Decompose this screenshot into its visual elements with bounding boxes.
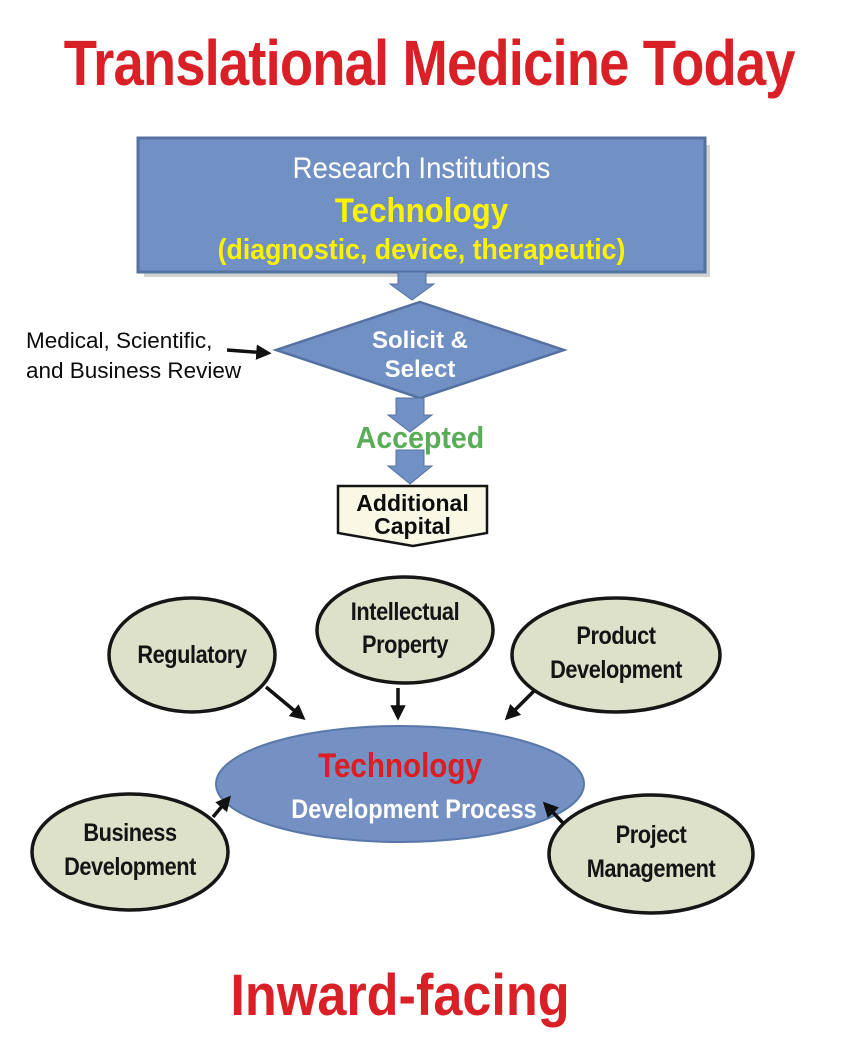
capital-banner-line2: Capital bbox=[374, 513, 451, 539]
ellipse-business-development bbox=[32, 794, 228, 910]
arrow-business-development-to-center bbox=[213, 799, 228, 817]
ellipse-product-development bbox=[512, 598, 720, 712]
decision-diamond-line1: Solicit & bbox=[371, 327, 468, 354]
slide-caption: Inward-facing bbox=[230, 963, 570, 1028]
central-ellipse-line1: Technology bbox=[318, 747, 482, 785]
label-product-development-line2: Development bbox=[550, 656, 682, 684]
review-note-line2: and Business Review bbox=[26, 358, 242, 383]
research-box-line3: (diagnostic, device, therapeutic) bbox=[217, 234, 626, 266]
label-intellectual-property-line2: Property bbox=[362, 631, 448, 659]
review-note-line1: Medical, Scientific, bbox=[26, 328, 213, 353]
label-project-management-line1: Project bbox=[615, 821, 687, 849]
ellipse-project-management bbox=[549, 795, 753, 913]
research-box-line1: Research Institutions bbox=[292, 152, 551, 185]
label-product-development-line1: Product bbox=[576, 622, 656, 650]
capital-banner-line1: Additional bbox=[356, 490, 469, 516]
label-business-development-line2: Development bbox=[64, 853, 196, 881]
slide-title: Translational Medicine Today bbox=[63, 27, 795, 99]
central-ellipse-line2: Development Process bbox=[291, 794, 537, 824]
ellipse-intellectual-property bbox=[317, 577, 493, 683]
accepted-label: Accepted bbox=[355, 420, 485, 455]
arrow-regulatory-to-center bbox=[266, 687, 302, 717]
arrow-product-development-to-center bbox=[508, 691, 534, 717]
label-project-management-line2: Management bbox=[586, 855, 716, 883]
research-box-line2: Technology bbox=[334, 192, 509, 230]
label-business-development-line1: Business bbox=[83, 819, 177, 847]
review-note bbox=[26, 326, 256, 386]
label-regulatory: Regulatory bbox=[137, 641, 247, 669]
label-intellectual-property-line1: Intellectual bbox=[350, 598, 460, 626]
decision-diamond-line2: Select bbox=[384, 356, 456, 383]
